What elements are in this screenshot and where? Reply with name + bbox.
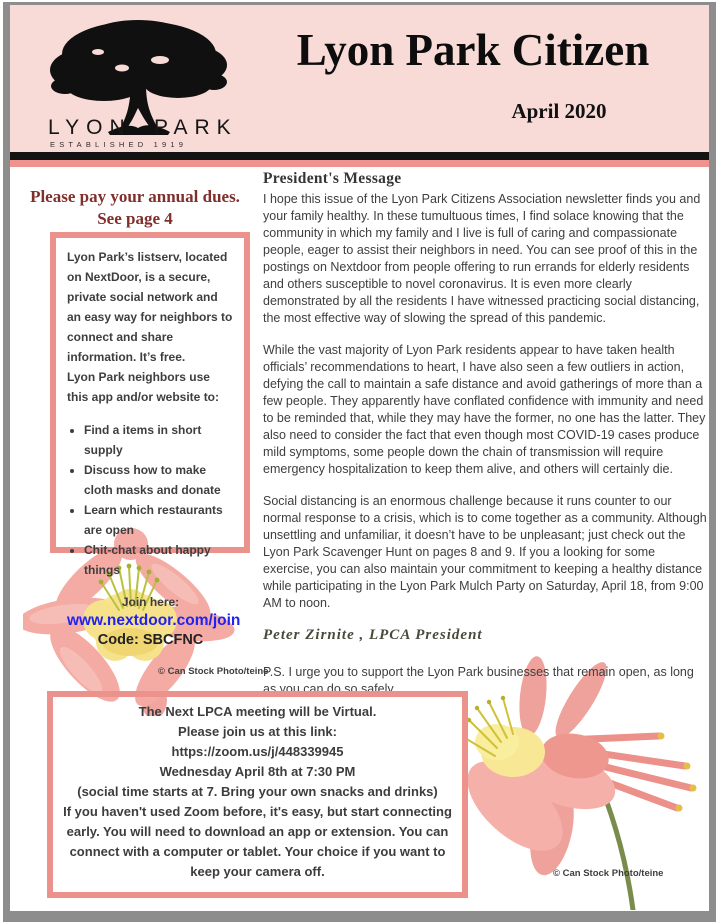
page-frame-bottom	[3, 911, 716, 922]
listserv-intro: Lyon Park’s listserv, located on NextDoor, is a secure, private social network and an easy way for neighbors to connect and share information. It’s free.	[67, 250, 233, 364]
meeting-line-1: The Next LPCA meeting will be Virtual.	[138, 704, 377, 719]
list-item: • Find a items in short supply	[84, 420, 234, 460]
message-paragraph-1: I hope this issue of the Lyon Park Citizens Association newsletter finds you and your family healthy. In these tumultuous times, I find solace knowing that the community in which my family and I live is full of caring and compassionate people, eager to assist their neighbors in need. You can see proof of this in the postings on Nextdoor from people offering to run errands for elderly residents and others susceptible to novel coronavirus. It is even more clearly demonstrated by all the residents I have witnessed practicing social distancing, the most effective way of slowing the spread of this pandemic.	[263, 192, 701, 325]
logo-word-right: PARK	[154, 116, 238, 139]
lpca-meeting-box	[47, 691, 468, 898]
zoom-meeting-link[interactable]: https://zoom.us/j/448339945	[171, 744, 344, 759]
listserv-intro2: Lyon Park neighbors use this app and/or website to:	[67, 370, 220, 404]
president-signature: Peter Zirnite , LPCA President	[263, 627, 483, 643]
list-item: • Chit-chat about happy things	[84, 540, 234, 580]
dues-line2: See page 4	[97, 209, 173, 228]
presidents-message-column	[263, 170, 708, 713]
meeting-line-4: Wednesday April 8th at 7:30 PM	[159, 764, 356, 779]
message-paragraph-3: Social distancing is an enormous challenge because it runs counter to our normal response to a crisis, which is to come together as a community. Although unsettling and unfamiliar, it doesn’t have to be unpleasant; just check out the Lyon Park Scavenger Hunt on pages 8 and 9. If you a looking for some exercise, you can also maintain your commitment to keeping a healthy distance while participating in the Lyon Park Mulch Party on Saturday, April 18, from 9:00 AM to noon.	[263, 494, 707, 610]
listserv-info-box	[50, 232, 250, 648]
page-frame-left	[3, 2, 10, 922]
listserv-bullet-list	[67, 420, 234, 580]
meeting-line-2: Please join us at this link:	[178, 724, 337, 739]
header-rule-salmon	[10, 160, 714, 167]
photo-credit-left: © Can Stock Photo/teine	[158, 666, 269, 677]
photo-credit-right: © Can Stock Photo/teine	[553, 868, 664, 879]
meeting-instructions: If you haven't used Zoom before, it's easy, but start connecting early. You will need to download an app or extension. You can connect with a computer or tablet. Your choice if you want to keep your camera off.	[63, 804, 452, 879]
newsletter-title: Lyon Park Citizen	[296, 25, 650, 75]
section-heading: President's Message	[263, 170, 402, 187]
header-rule-black	[10, 152, 714, 160]
page-frame-top	[3, 2, 714, 5]
logo-established-line: ESTABLISHED 1919	[50, 140, 188, 149]
page-frame-right	[709, 2, 716, 922]
dues-notice	[12, 186, 258, 230]
list-item: • Discuss how to make cloth masks and donate	[84, 460, 234, 500]
postscript: P.S. I urge you to support the Lyon Park businesses that remain open, as long as you can do so safely.	[263, 665, 694, 696]
join-here-label: Join here:	[121, 595, 180, 609]
list-item: • Learn which restaurants are open	[84, 500, 234, 540]
dues-line1: Please pay your annual dues.	[30, 187, 240, 206]
nextdoor-join-link[interactable]: www.nextdoor.com/join	[67, 612, 241, 629]
logo-word-left: LYON	[48, 116, 132, 139]
join-code: Code: SBCFNC	[97, 632, 204, 648]
lyon-park-tree-logo	[38, 12, 240, 150]
message-paragraph-2: While the vast majority of Lyon Park residents appear to have taken health officials’ recommendations to heart, I have also seen a few outliers in action, defying the call to maintain a safe distance and avoid gatherings of more than a few people. They apparently have conflated confidence with immunity and need to be reminded that, while they may have the former, no one has the latter. They also need to consider the fact that even though most COVID-19 cases produce mild symptoms, some people down the chain of transmission will require emergency hospitalization to keep them alive, and others will certainly die.	[263, 343, 706, 476]
meeting-line-5: (social time starts at 7. Bring your own snacks and drinks)	[77, 784, 438, 799]
issue-date: April 2020	[511, 99, 607, 123]
